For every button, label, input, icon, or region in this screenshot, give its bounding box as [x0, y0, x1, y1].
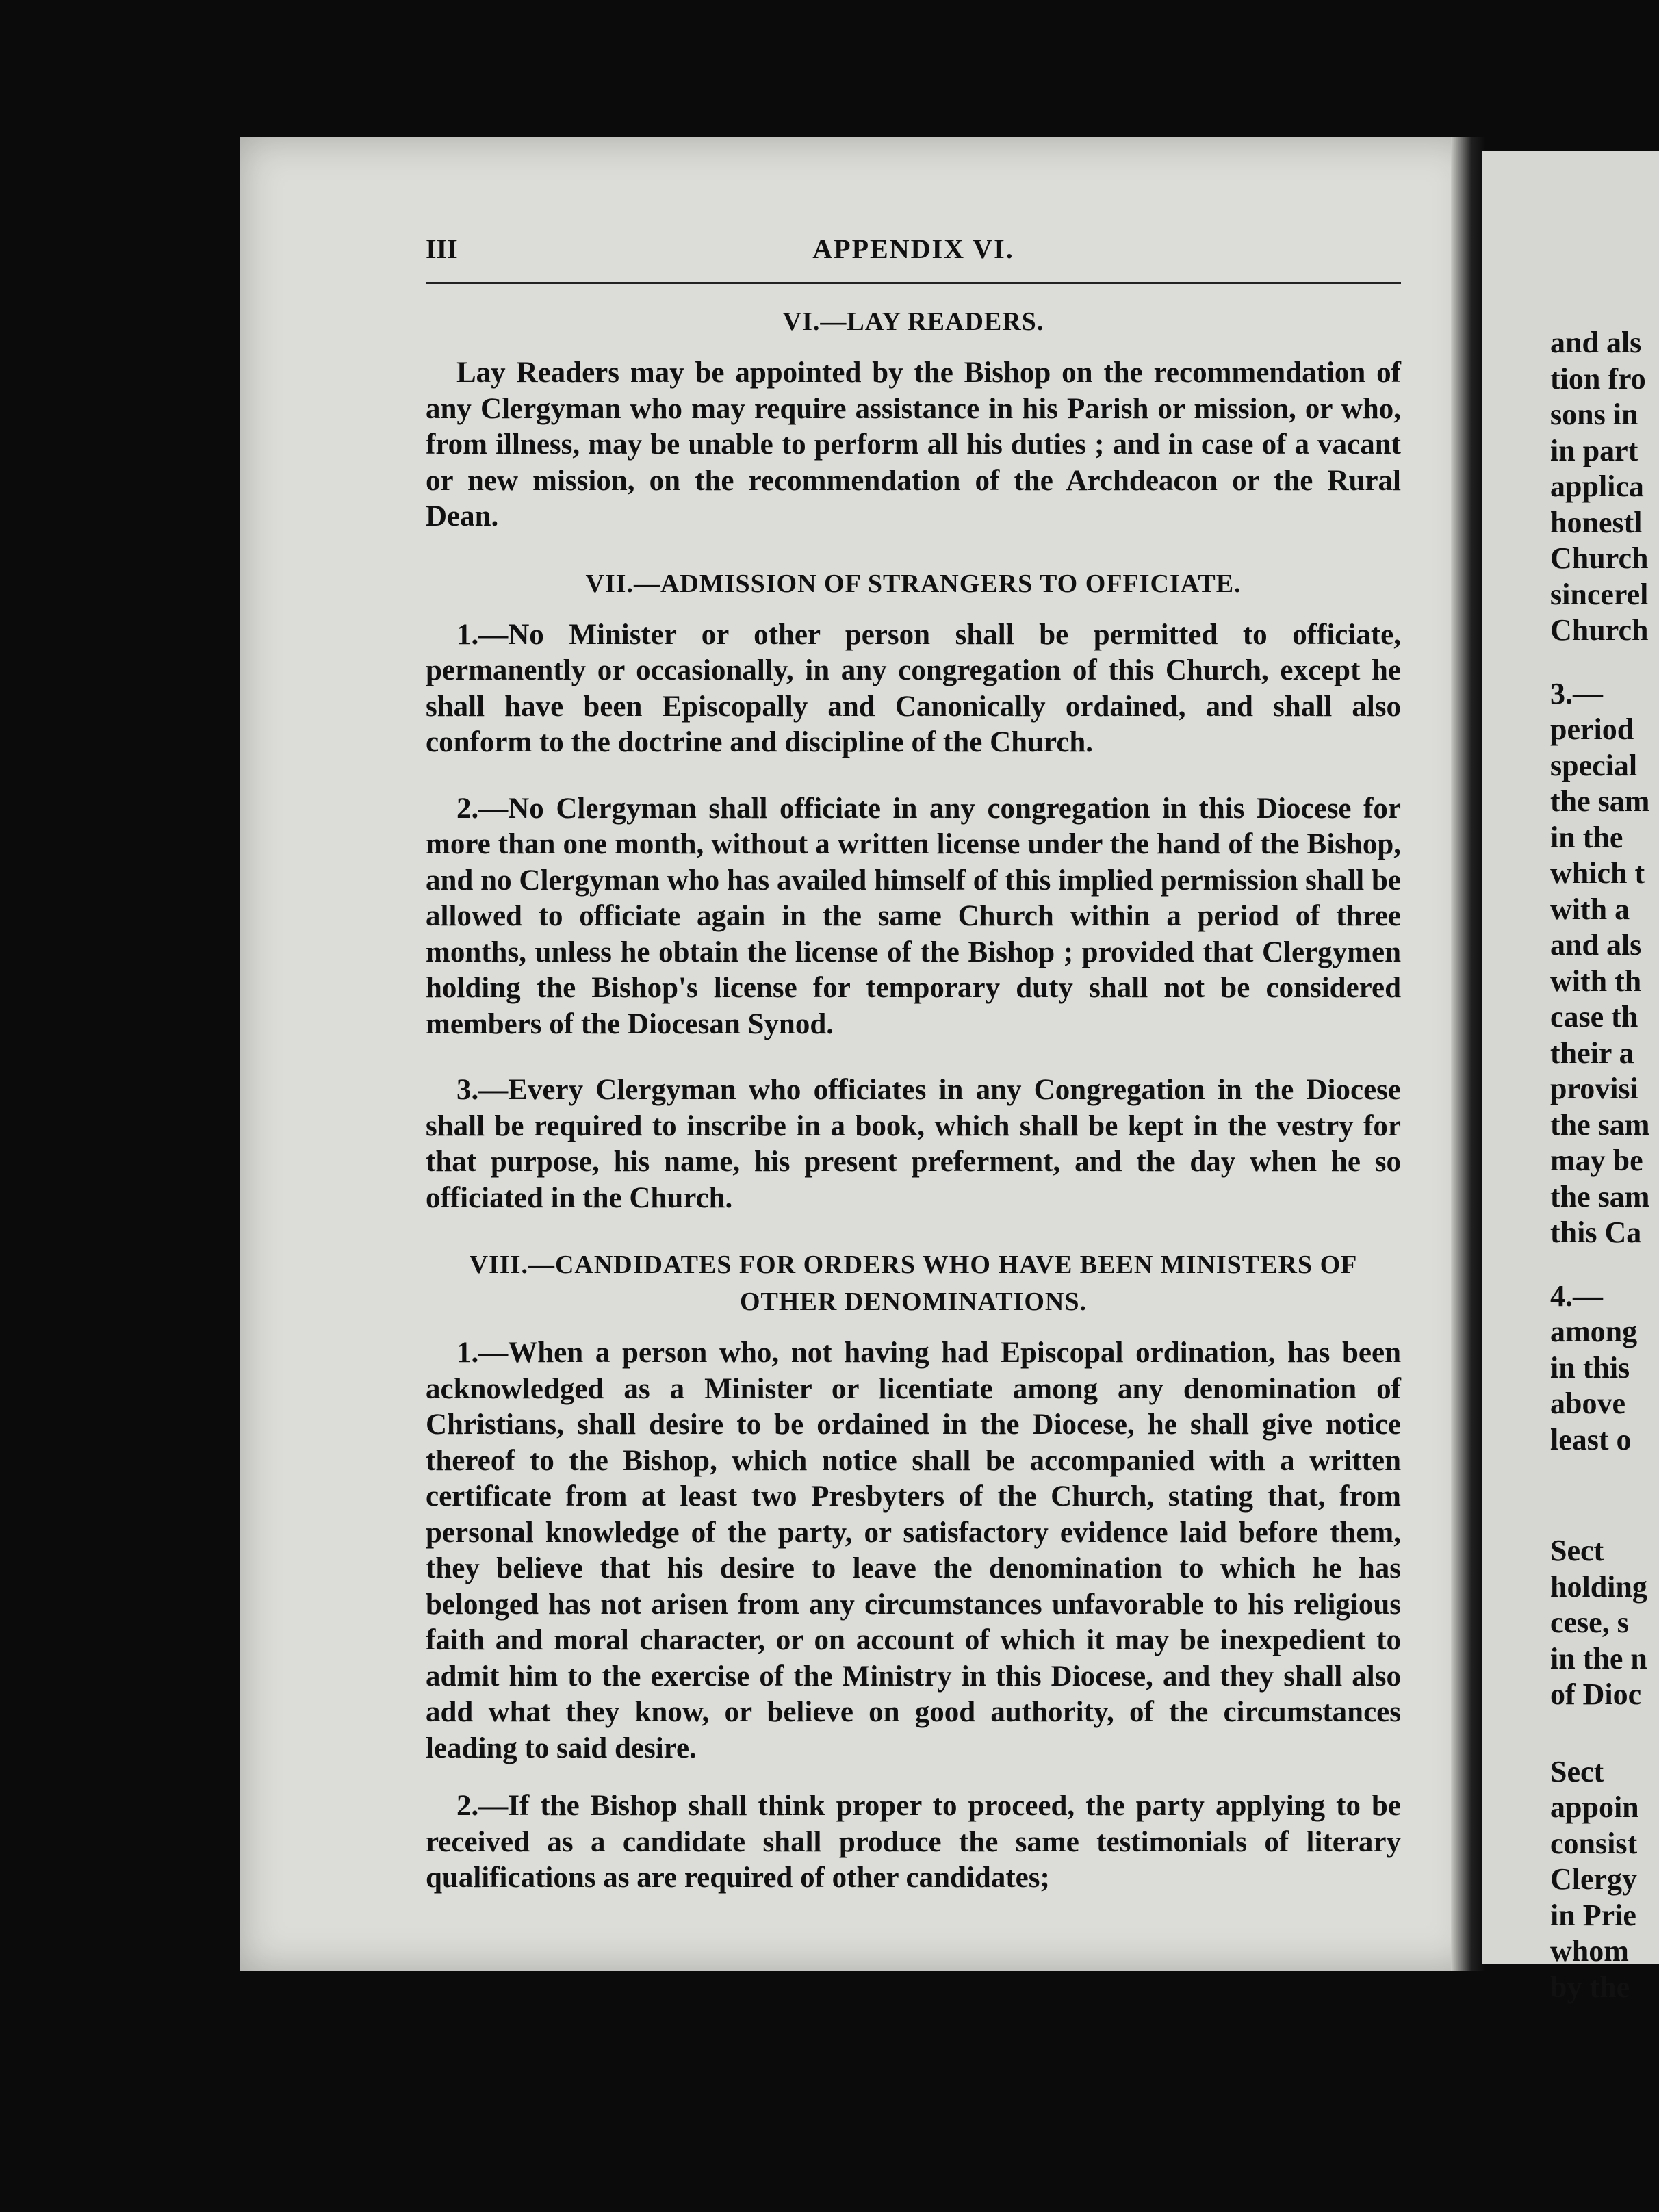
- next-page-line-fragment: Sect: [1550, 1754, 1604, 1788]
- next-page-line-fragment: 3.—: [1550, 676, 1603, 710]
- page-number: III: [426, 233, 458, 264]
- next-page-line-fragment: Church: [1550, 541, 1649, 575]
- next-page-line-fragment: least o: [1550, 1422, 1632, 1456]
- next-page-line-fragment: special: [1550, 748, 1638, 782]
- paragraph: 2.—If the Bishop shall think proper to proceed, the party applying to be received as a candidate shall produce the same testimonials of literary qualifications as are required of other candidates;: [426, 1790, 1401, 1894]
- next-page-line-fragment: their a: [1550, 1036, 1634, 1070]
- paragraph: 3.—Every Clergyman who officiates in any Congregation in the Diocese shall be required to inscribe in a book, which shall be kept in the vestry for that purpose, his name, his present preferment, and the day when he so officiated in the Church.: [426, 1074, 1401, 1214]
- next-page-line-fragment: tion fro: [1550, 361, 1646, 396]
- next-page-line-fragment: case th: [1550, 1000, 1638, 1033]
- paragraph: 1.—No Minister or other person shall be permitted to officiate, permanently or occasionally, in any congregation of this Church, except he shall have been Episcopally and Canonically ordained, and shall also conform to the doctrine and discipline of the Church.: [426, 618, 1401, 758]
- next-page-line-fragment: Sect: [1550, 1534, 1604, 1567]
- next-page-line-fragment: with th: [1550, 964, 1642, 998]
- next-page-line-fragment: Clergy: [1550, 1862, 1638, 1896]
- next-page-line-fragment: sons in: [1550, 398, 1638, 431]
- next-page-line-fragment: applica: [1550, 470, 1644, 503]
- next-page-line-fragment: period: [1550, 712, 1634, 746]
- next-page-line-fragment: 4.—: [1550, 1278, 1603, 1313]
- paragraph: 2.—No Clergyman shall officiate in any congregation in this Diocese for more than one month, without a written license under the hand of the Bishop, and no Clergyman who has availed himself of this implied permission shall be allowed to officiate again in the same Church within a period of three months, unless he obtain the license of the Bishop ; provided that Clergymen holding the Bishop's license for temporary duty shall not be considered members of the Diocesan Synod.: [426, 792, 1401, 1040]
- section-heading: VIII.—CANDIDATES FOR ORDERS WHO HAVE BEEN MINISTERS OF OTHER DENOMINATIONS.: [469, 1250, 1358, 1316]
- next-page-line-fragment: provisi: [1550, 1072, 1638, 1105]
- next-page-line-fragment: cese, s: [1550, 1606, 1629, 1639]
- next-page-line-fragment: this Ca: [1550, 1216, 1642, 1249]
- next-page-line-fragment: and als: [1550, 928, 1642, 962]
- header-rule: [426, 282, 1401, 284]
- next-page-line-fragment: the sam: [1550, 1179, 1650, 1213]
- section-candidates-for-orders: [426, 1246, 1401, 1896]
- next-page-line-fragment: among: [1550, 1315, 1638, 1348]
- next-page-line-fragment: holding: [1550, 1569, 1647, 1604]
- running-head: [426, 233, 1401, 281]
- book-gutter: [1451, 137, 1485, 1971]
- next-page-line-fragment: sincerel: [1550, 577, 1649, 611]
- paragraph: Lay Readers may be appointed by the Bishop on the recommendation of any Clergyman who may require assistance in his Parish or mission, or who, from illness, may be unable to perform all his duties ; and in case of a vacant or new mission, on the recommendation of the Archdeacon or the Rural Dean.: [426, 357, 1401, 532]
- next-page-line-fragment: in Prie: [1550, 1898, 1636, 1932]
- next-page-line-fragment: Church: [1550, 613, 1649, 647]
- next-page-line-fragment: in this: [1550, 1350, 1630, 1385]
- paragraph: 1.—When a person who, not having had Episcopal ordination, has been acknowledged as a Minister or licentiate among any denomination of Christians, shall desire to be ordained in the Diocese, he shall give notice thereof to the Bishop, which notice shall be accompanied with a written certificate from at least two Presbyters of the Church, stating that, from personal knowledge of the party, or satisfactory evidence laid before them, they believe that his desire to leave the denomination to which he has belonged has not arisen from any circumstances unfavorable to his religious faith and moral character, or on account of which it may be inexpedient to admit him to the exercise of the Ministry in this Diocese, and they shall also add what they know, or believe on good authority, of the circumstances leading to said desire.: [426, 1337, 1401, 1764]
- next-page-line-fragment: may be: [1550, 1144, 1643, 1177]
- right-page-fragment: [1482, 151, 1659, 2004]
- section-heading: VI.—LAY READERS.: [782, 307, 1044, 336]
- next-page-line-fragment: appoin: [1550, 1790, 1639, 1824]
- next-page-line-fragment: consist: [1550, 1826, 1638, 1860]
- header-title: APPENDIX VI.: [812, 233, 1014, 264]
- next-page-line-fragment: in the n: [1550, 1641, 1647, 1675]
- page-content: [426, 233, 1401, 1927]
- next-page-line-fragment: above: [1550, 1387, 1625, 1420]
- next-page-line-fragment: and als: [1550, 326, 1642, 359]
- next-page-line-fragment: by the: [1550, 1970, 1630, 2004]
- next-page-line-fragment: of Dioc: [1550, 1677, 1642, 1711]
- section-lay-readers: [426, 303, 1401, 535]
- next-page-line-fragment: whom: [1550, 1934, 1629, 1968]
- next-page-line-fragment: which t: [1550, 856, 1645, 890]
- next-page-line-fragment: in part: [1550, 433, 1638, 467]
- section-heading: VII.—ADMISSION OF STRANGERS TO OFFICIATE.: [585, 569, 1242, 598]
- next-page-line-fragment: in the: [1550, 820, 1623, 854]
- next-page-line-fragment: with a: [1550, 892, 1630, 926]
- section-admission-of-strangers: [426, 565, 1401, 1217]
- next-page-line-fragment: the sam: [1550, 784, 1650, 818]
- next-page-line-fragment: the sam: [1550, 1107, 1650, 1142]
- next-page-line-fragment: honestl: [1550, 505, 1643, 539]
